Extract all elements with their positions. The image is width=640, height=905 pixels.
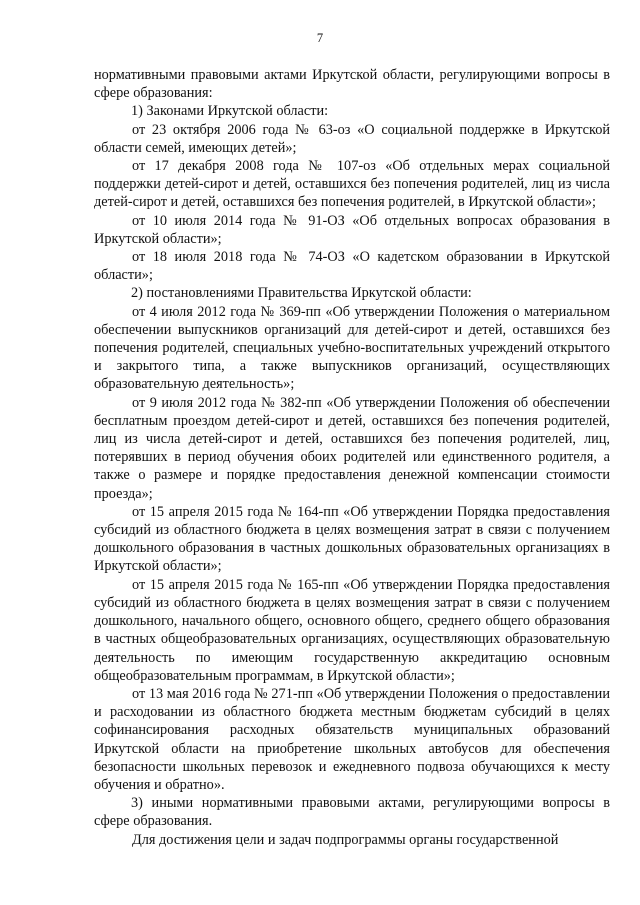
paragraph: от 15 апреля 2015 года № 164-пп «Об утверждении Порядка предоставления субсидий из областного бюджета в целях возмещения затрат в связи с получением дошкольного образования в частных дошкольных образовательных организациях в Иркутской области»;: [94, 503, 610, 575]
paragraph: от 13 мая 2016 года № 271-пп «Об утверждении Положения о предоставлении и расходовании из областного бюджета местным бюджетам субсидий в целях софинансирования расходных обязательств муниципальных образований Иркутской области на приобретение школьных автобусов для обеспечения безопасности школьных перевозок и ежедневного подвоза обучающихся к месту обучения и обратно».: [94, 685, 610, 793]
list-heading-other-acts: 3) иными нормативными правовыми актами, регулирующими вопросы в сфере образования.: [94, 795, 610, 830]
list-heading-resolutions: 2) постановлениями Правительства Иркутской области:: [131, 285, 472, 302]
paragraph: Для достижения цели и задач подпрограммы органы государственной: [132, 831, 559, 848]
paragraph: от 4 июля 2012 года № 369-пп «Об утверждении Положения о материальном обеспечении выпускников организаций для детей-сирот и детей, оставшихся без попечения родителей, специальных учебно-воспитательных учреждений открытого и закрытого типа, а также выпускников организаций, осуществляющих образовательную деятельность»;: [94, 303, 610, 393]
page-number: 7: [316, 31, 324, 45]
paragraph: от 10 июля 2014 года № 91-ОЗ «Об отдельных вопросах образования в Иркутской области»;: [94, 212, 610, 247]
paragraph: от 18 июля 2018 года № 74-ОЗ «О кадетском образовании в Иркутской области»;: [94, 249, 610, 284]
paragraph: от 23 октября 2006 года № 63-оз «О социальной поддержке в Иркутской области семей, имеющих детей»;: [94, 121, 610, 156]
paragraph: от 15 апреля 2015 года № 165-пп «Об утверждении Порядка предоставления субсидий из областного бюджета в целях возмещения затрат в связи с получением дошкольного, начального общего, основного общего, среднего общего образования в частных общеобразовательных организациях, осуществляющих образовательную деятельность по имеющим государственную аккредитацию основным общеобразовательным программам, в Иркутской области»;: [94, 576, 610, 684]
paragraph: от 17 декабря 2008 года № 107-оз «Об отдельных мерах социальной поддержки детей-сирот и детей, оставшихся без попечения родителей, лиц из числа детей-сирот и детей, оставшихся без попечения родителей, в Иркутской области»;: [94, 158, 610, 211]
paragraph: нормативными правовыми актами Иркутской области, регулирующими вопросы в сфере образования:: [94, 67, 610, 102]
document-body: [94, 66, 610, 849]
paragraph: от 9 июля 2012 года № 382-пп «Об утверждении Положения об обеспечении бесплатным проездом детей-сирот и детей, оставшихся без попечения родителей, лиц из числа детей-сирот и детей, оставшихся без попечения родителей, лиц, потерявших в период обучения обоих родителей или единственного родителя, а также о размере и порядке предоставления денежной компенсации стоимости проезда»;: [94, 394, 610, 502]
list-heading-laws: 1) Законами Иркутской области:: [131, 103, 329, 120]
